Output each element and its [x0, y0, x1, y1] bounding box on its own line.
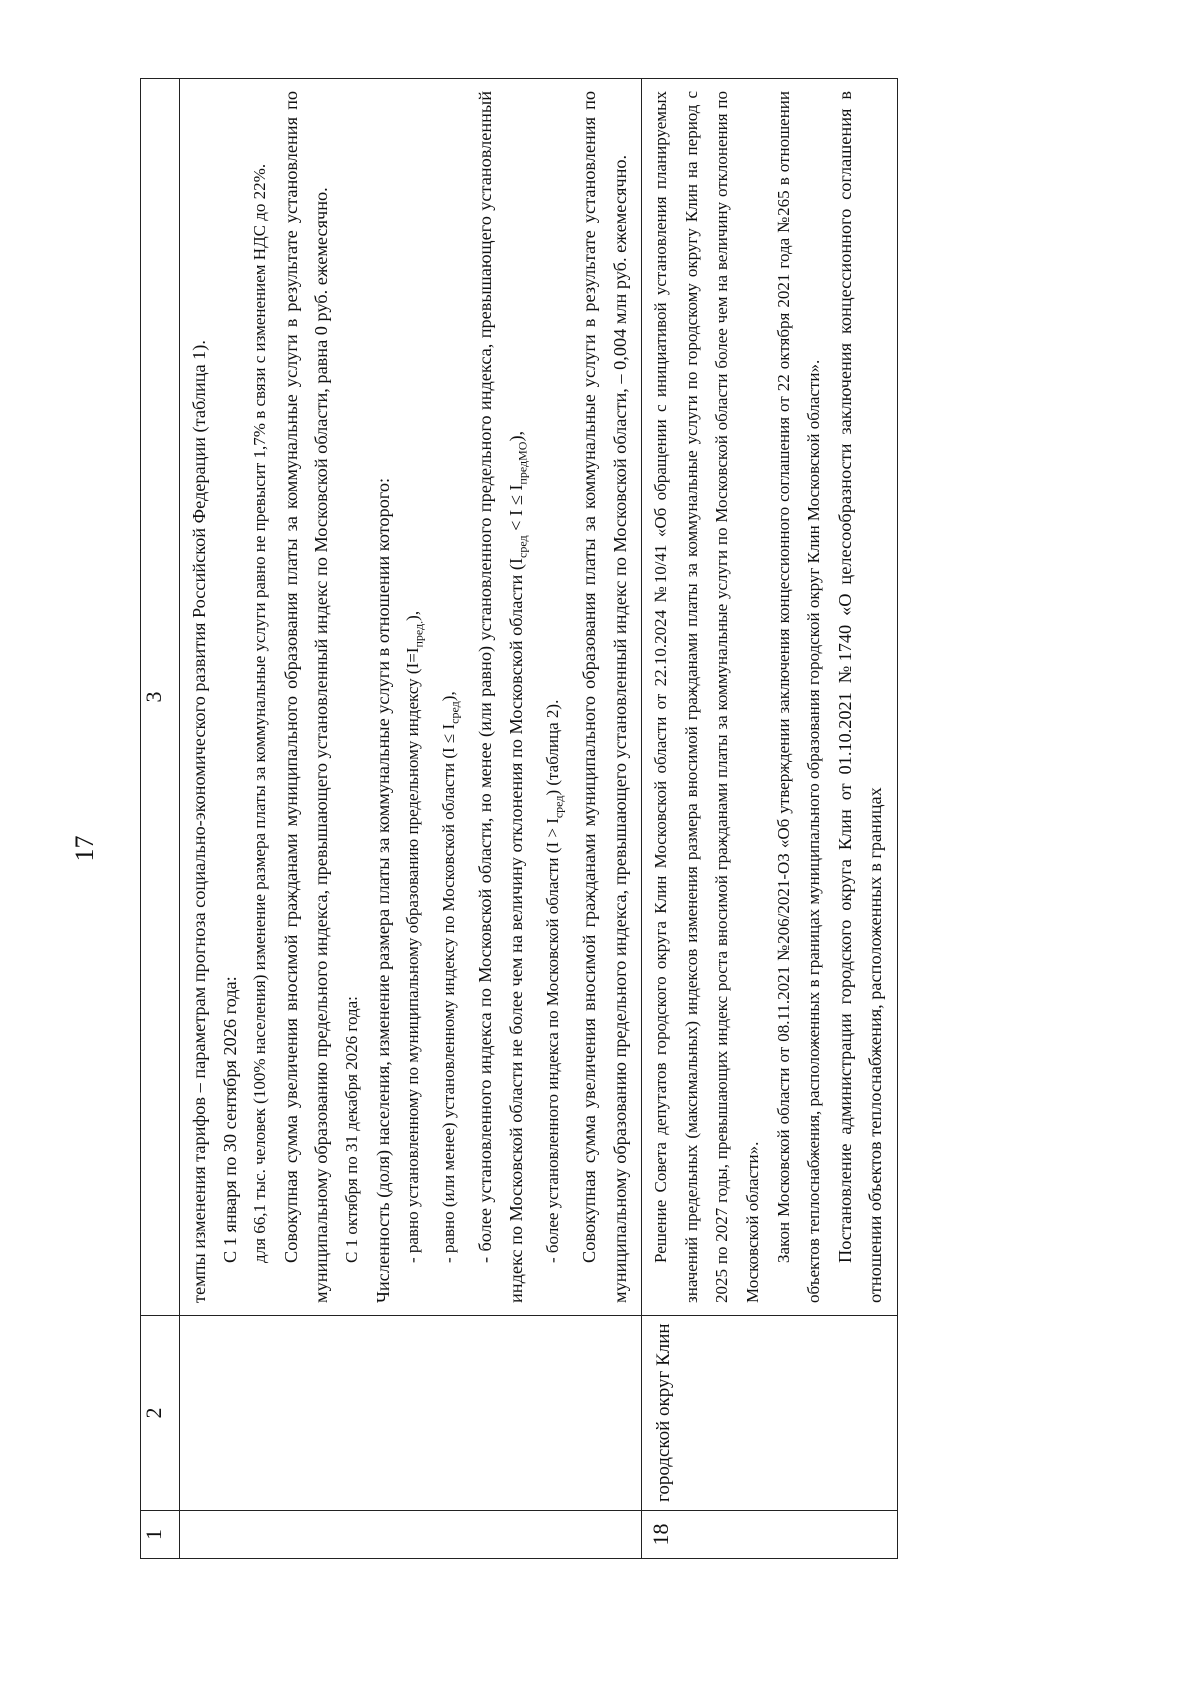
list-item: - более установленного индекса по Московской области, но менее (или равно) установленного предельного индекса, превышающего установленный индекс по Московской области не более чем на величину отклонения по Московской области $(I_{сред} < I \le I_{предМО})$, — [475, 91, 530, 1303]
content-cell — [642, 79, 898, 1316]
paragraph: темпы изменения тарифов – параметрам прогноза социально-экономического развития Российской Федерации (таблица 1). — [189, 340, 209, 1303]
paragraph: для 66,1 тыс. человек (100% населения) изменение размера платы за коммунальные услуги равно не превысит 1,7% в связи с изменением НДС до 22%. — [250, 163, 270, 1263]
document-table — [140, 78, 898, 1559]
paragraph: Решение Совета депутатов городского округа Клин Московской области от 22.10.2024 №10/41 «Об обращении с инициативой установления планируемых значений предельных (максимальных) индексов изменения размера вносимой гражданами платы за коммунальные услуги по городскому округу Клин на период с 2025 по 2027 годы, превышающих индекс роста вносимой гражданами платы за коммунальные услуги по Московской области более чем на величину отклонения по Московской области». — [651, 91, 762, 1303]
paragraph: Постановление администрации городского округа Клин от 01.10.2021 №1740 «О целесообразности заключения концессионного соглашения в отношении объектов теплоснабжения, расположенных в границах — [834, 91, 886, 1303]
page-number: 17 — [70, 835, 99, 862]
content-cell — [180, 79, 642, 1316]
row-number: 18 — [642, 1511, 898, 1559]
paragraph: Совокупная сумма увеличения вносимой гражданами муниципального образования платы за коммунальные услуги в результате установления по муниципальному образованию предельного индекса, превышающего установленный индекс по Московской области, – 0,004 млн руб. ежемесячно. — [578, 91, 630, 1303]
paragraph: Численность (доля) населения, изменение размера платы за коммунальные услуги в отношении которого: — [372, 477, 393, 1303]
list-item: - более установленного индекса по Московской области $(I > I_{сред})$ (таблица 2). — [542, 699, 566, 1263]
list-item: - равно (или менее) установленному индексу по Московской области $(I \le I_{сред})$, — [439, 691, 462, 1263]
paragraph: Закон Московской области от 08.11.2021 №206/2021-ОЗ «Об утверждении заключения концессионного соглашения от 22 октября 2021 года №265 в отношении объектов теплоснабжения, расположенных в границах муниципального образования городской округ Клин Московской области». — [773, 91, 824, 1303]
paragraph: С 1 января по 30 сентября 2026 года: — [219, 976, 240, 1263]
column-header-2: 2 — [141, 1316, 180, 1511]
row-number-cell-empty — [180, 1511, 642, 1559]
table-row-continuation — [180, 79, 642, 1559]
column-header-1: 1 — [141, 1511, 180, 1559]
list-item: - равно установленному по муниципальному образованию предельному индексу $(I=I_{пред.})$, — [403, 610, 426, 1263]
municipality-cell-empty — [180, 1316, 642, 1511]
table-header-row — [141, 79, 180, 1559]
paragraph: Совокупная сумма увеличения вносимой гражданами муниципального образования платы за коммунальные услуги в результате установления по муниципальному образованию предельного индекса, превышающего установленный индекс по Московской области, равна 0 руб. ежемесячно. — [280, 91, 332, 1303]
municipality-name: городской округ Клин — [642, 1316, 898, 1511]
table-row-18 — [642, 79, 898, 1559]
paragraph: С 1 октября по 31 декабря 2026 года: — [341, 996, 361, 1263]
column-header-3: 3 — [141, 79, 180, 1316]
